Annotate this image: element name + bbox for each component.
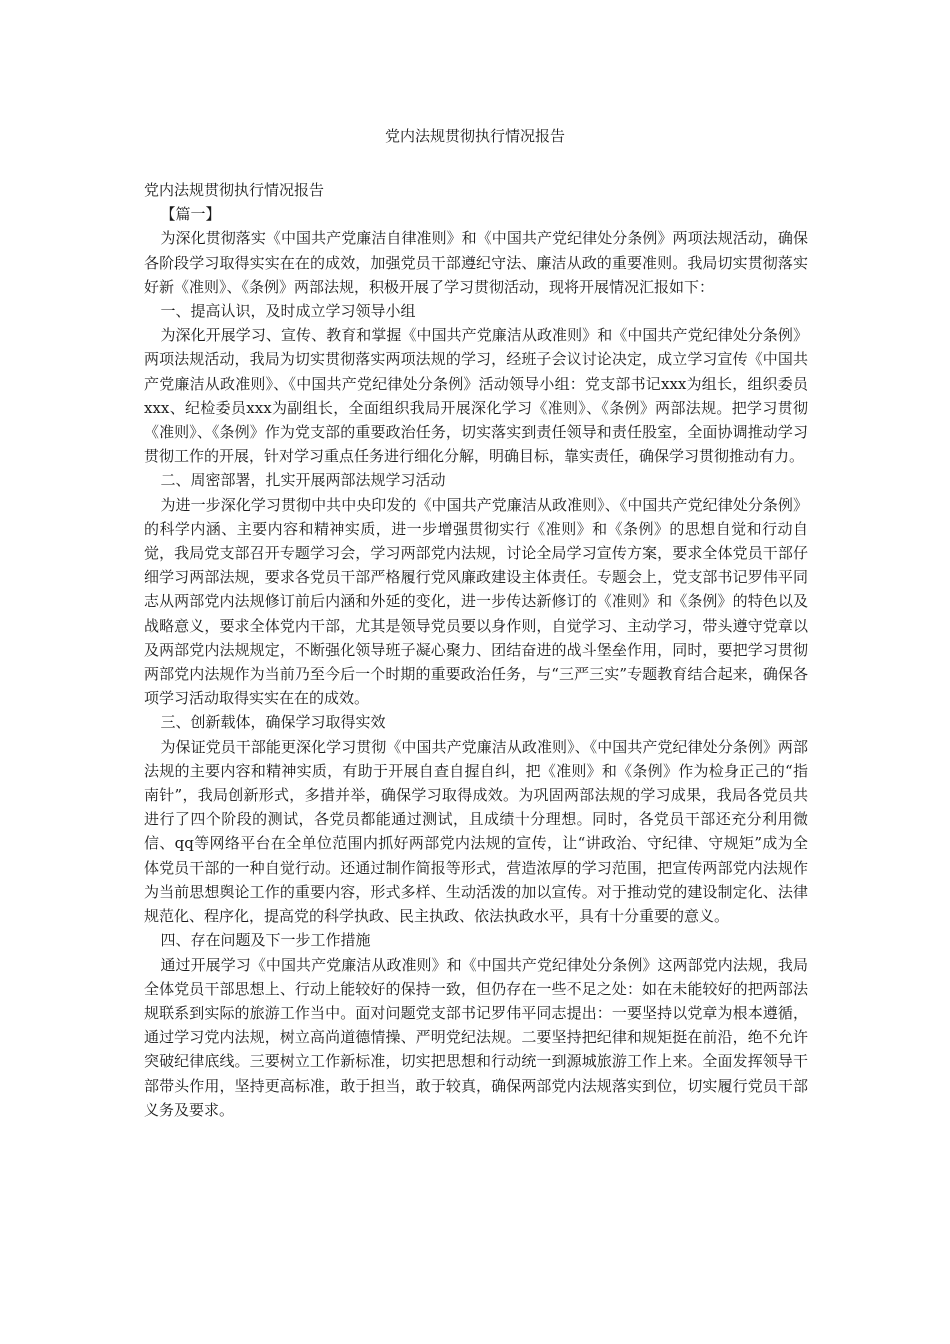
section-heading-3: 三、创新载体，确保学习取得实效: [160, 713, 386, 732]
document-subtitle: 党内法规贯彻执行情况报告: [144, 181, 325, 199]
paragraph-2: 为进一步深化学习贯彻中共中央印发的《中国共产党廉洁从政准则》、《中国共产党纪律处分条例》的科学内涵、主要内容和精神实质，进一步增强贯彻实行《准则》和《条例》的思想自觉和行动自觉，我局党支部召开专题学习会，学习两部党内法规，讨论全局学习宣传方案，要求全体党员干部仔细学习两部法规，要求各党员干部严格履行党风廉政建设主体责任。专题会上，党支部书记罗伟平同志从两部党内法规修订前后内涵和外延的变化，进一步传达新修订的《准则》和《条例》的特色以及战略意义，要求全体党内干部，尤其是领导党员要以身作则，自觉学习、主动学习，带头遵守党章以及两部党内法规规定，不断强化领导班子凝心聚力、团结奋进的战斗堡垒作用，同时，要把学习贯彻两部党内法规作为当前乃至今后一个时期的重要政治任务，与“三严三实”专题教育结合起来，确保各项学习活动取得实实在在的成效。: [144, 495, 808, 708]
section-heading-2: 二、周密部署，扎实开展两部法规学习活动: [160, 471, 446, 490]
paragraph-3: 为保证党员干部能更深化学习贯彻《中国共产党廉洁从政准则》、《中国共产党纪律处分条例》两部法规的主要内容和精神实质，有助于开展自查自握自纠，把《准则》和《条例》作为检身正己的“指南针”，我局创新形式，多措并举，确保学习取得成效。为巩固两部法规的学习成果，我局各党员共进行了四个阶段的测试，各党员都能通过测试，且成绩十分理想。同时，各党员干部还充分利用微信、qq等网络平台在全单位范围内抓好两部党内法规的宣传，让“讲政治、守纪律、守规矩”成为全体党员干部的一种自觉行动。还通过制作简报等形式，营造浓厚的学习范围，把宣传两部党内法规作为当前思想舆论工作的重要内容，形式多样、生动活泼的加以宣传。对于推动党的建设制定化、法律规范化、程序化，提高党的科学执政、民主执政、依法执政水平，具有十分重要的意义。: [144, 737, 808, 926]
document-body: [144, 178, 808, 1122]
paragraph-4: 通过开展学习《中国共产党廉洁从政准则》和《中国共产党纪律处分条例》这两部党内法规，我局全体党员干部思想上、行动上能较好的保持一致，但仍存在一些不足之处：如在未能较好的把两部法规联系到实际的旅游工作当中。面对问题党支部书记罗伟平同志提出：一要坚持以党章为根本遵循，通过学习党内法规，树立高尚道德情操、严明党纪法规。二要坚持把纪律和规矩挺在前沿，绝不允许突破纪律底线。三要树立工作新标准，切实把思想和行动统一到源城旅游工作上来。全面发挥领导干部带头作用，坚持更高标准，敢于担当，敢于较真，确保两部党内法规落实到位，切实履行党员干部义务及要求。: [144, 955, 808, 1119]
section-heading-1: 一、提高认识，及时成立学习领导小组: [160, 302, 416, 321]
paragraph-1: 为深化开展学习、宣传、教育和掌握《中国共产党廉洁从政准则》和《中国共产党纪律处分条例》两项法规活动，我局为切实贯彻落实两项法规的学习，经班子会议讨论决定，成立学习宣传《中国共产党廉洁从政准则》、《中国共产党纪律处分条例》活动领导小组：党支部书记xxx为组长，组织委员xxx、纪检委员xxx为副组长，全面组织我局开展深化学习《准则》、《条例》两部法规。把学习贯彻《准则》、《条例》作为党支部的重要政治任务，切实落实到责任领导和责任股室，全面协调推动学习贯彻工作的开展，针对学习重点任务进行细化分解，明确目标，靠实责任，确保学习贯彻推动有力。: [144, 326, 808, 466]
section-heading-4: 四、存在问题及下一步工作措施: [160, 931, 371, 950]
section-tag: 【篇一】: [160, 205, 221, 224]
paragraph-intro: 为深化贯彻落实《中国共产党廉洁自律准则》和《中国共产党纪律处分条例》两项法规活动，确保各阶段学习取得实实在在的成效，加强党员干部遵纪守法、廉洁从政的重要准则。我局切实贯彻落实好新《准则》、《条例》两部法规，积极开展了学习贯彻活动，现将开展情况汇报如下：: [144, 229, 808, 296]
document-title: 党内法规贯彻执行情况报告: [384, 127, 565, 145]
